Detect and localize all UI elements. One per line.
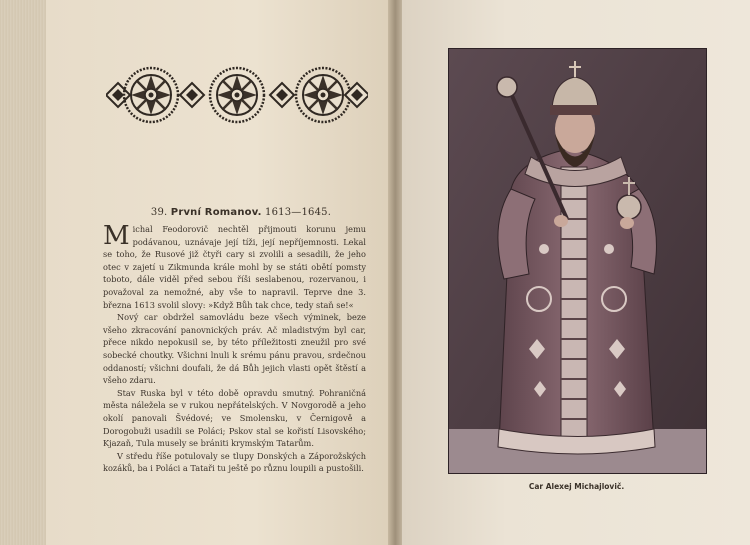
drop-cap: M bbox=[103, 221, 130, 251]
chapter-body bbox=[103, 223, 366, 475]
paragraph: Michal Feodorovič nechtěl přijmouti korunu jemu podávanou, uznávaje její tíži, její nepříjemnosti. Lekal se toho, že Rusové již čtyři cary si zvolili a sesadili, že jeho otec v zajetí u Zikmunda krále mohl by se státi obětí pomsty toboto, dále viděl před sebou říši seslabenou, rozervanou, i považoval za nemožné, aby vše to napravil. Teprve dne 3. března 1613 svolil slovy: »Když Bůh tak chce, tedy staň se!« bbox=[103, 221, 366, 310]
chapter-number: 39. bbox=[150, 207, 168, 218]
tsar-figure bbox=[449, 49, 706, 473]
paragraph: V středu říše potulovaly se tlupy Donských a Záporožských kozáků, ba i Poláci a Tataři tu ještě po různu loupili a pustošili. bbox=[103, 450, 366, 474]
chapter-years: 1613—1645. bbox=[265, 207, 332, 218]
chapter-title: První Romanov. bbox=[170, 207, 262, 218]
chapter-heading bbox=[126, 207, 356, 218]
portrait-illustration bbox=[448, 48, 707, 474]
lace-ornament bbox=[106, 56, 368, 134]
paragraph: Nový car obdržel samovládu beze všech výminek, beze všeho zkracování panovnických práv. Ač mladistvým byl car, přece nikdo nepokusil se, by této příležitosti zneužil pro své sobecké choutky. Všichni lnuli k srému pánu pravou, srdečnou oddaností; všichni doufali, že dá Bůh jejich vlasti opět štěstí a všeho zdaru. bbox=[103, 312, 366, 386]
page-edges bbox=[0, 0, 48, 545]
paragraph: Stav Ruska byl v této době opravdu smutný. Pohraničná města náležela se v rukou nepřátelských. V Novgorodě a jeho okolí panovali Švédové; ve Smolensku, v Černigově a Dorogobuži usadili se Poláci; Pskov stal se kořistí Lisovského; Kjazaň, Tula musely se brániti krymským Tatarům. bbox=[103, 387, 366, 449]
portrait-caption: Car Alexej Michajlovič. bbox=[528, 482, 625, 491]
